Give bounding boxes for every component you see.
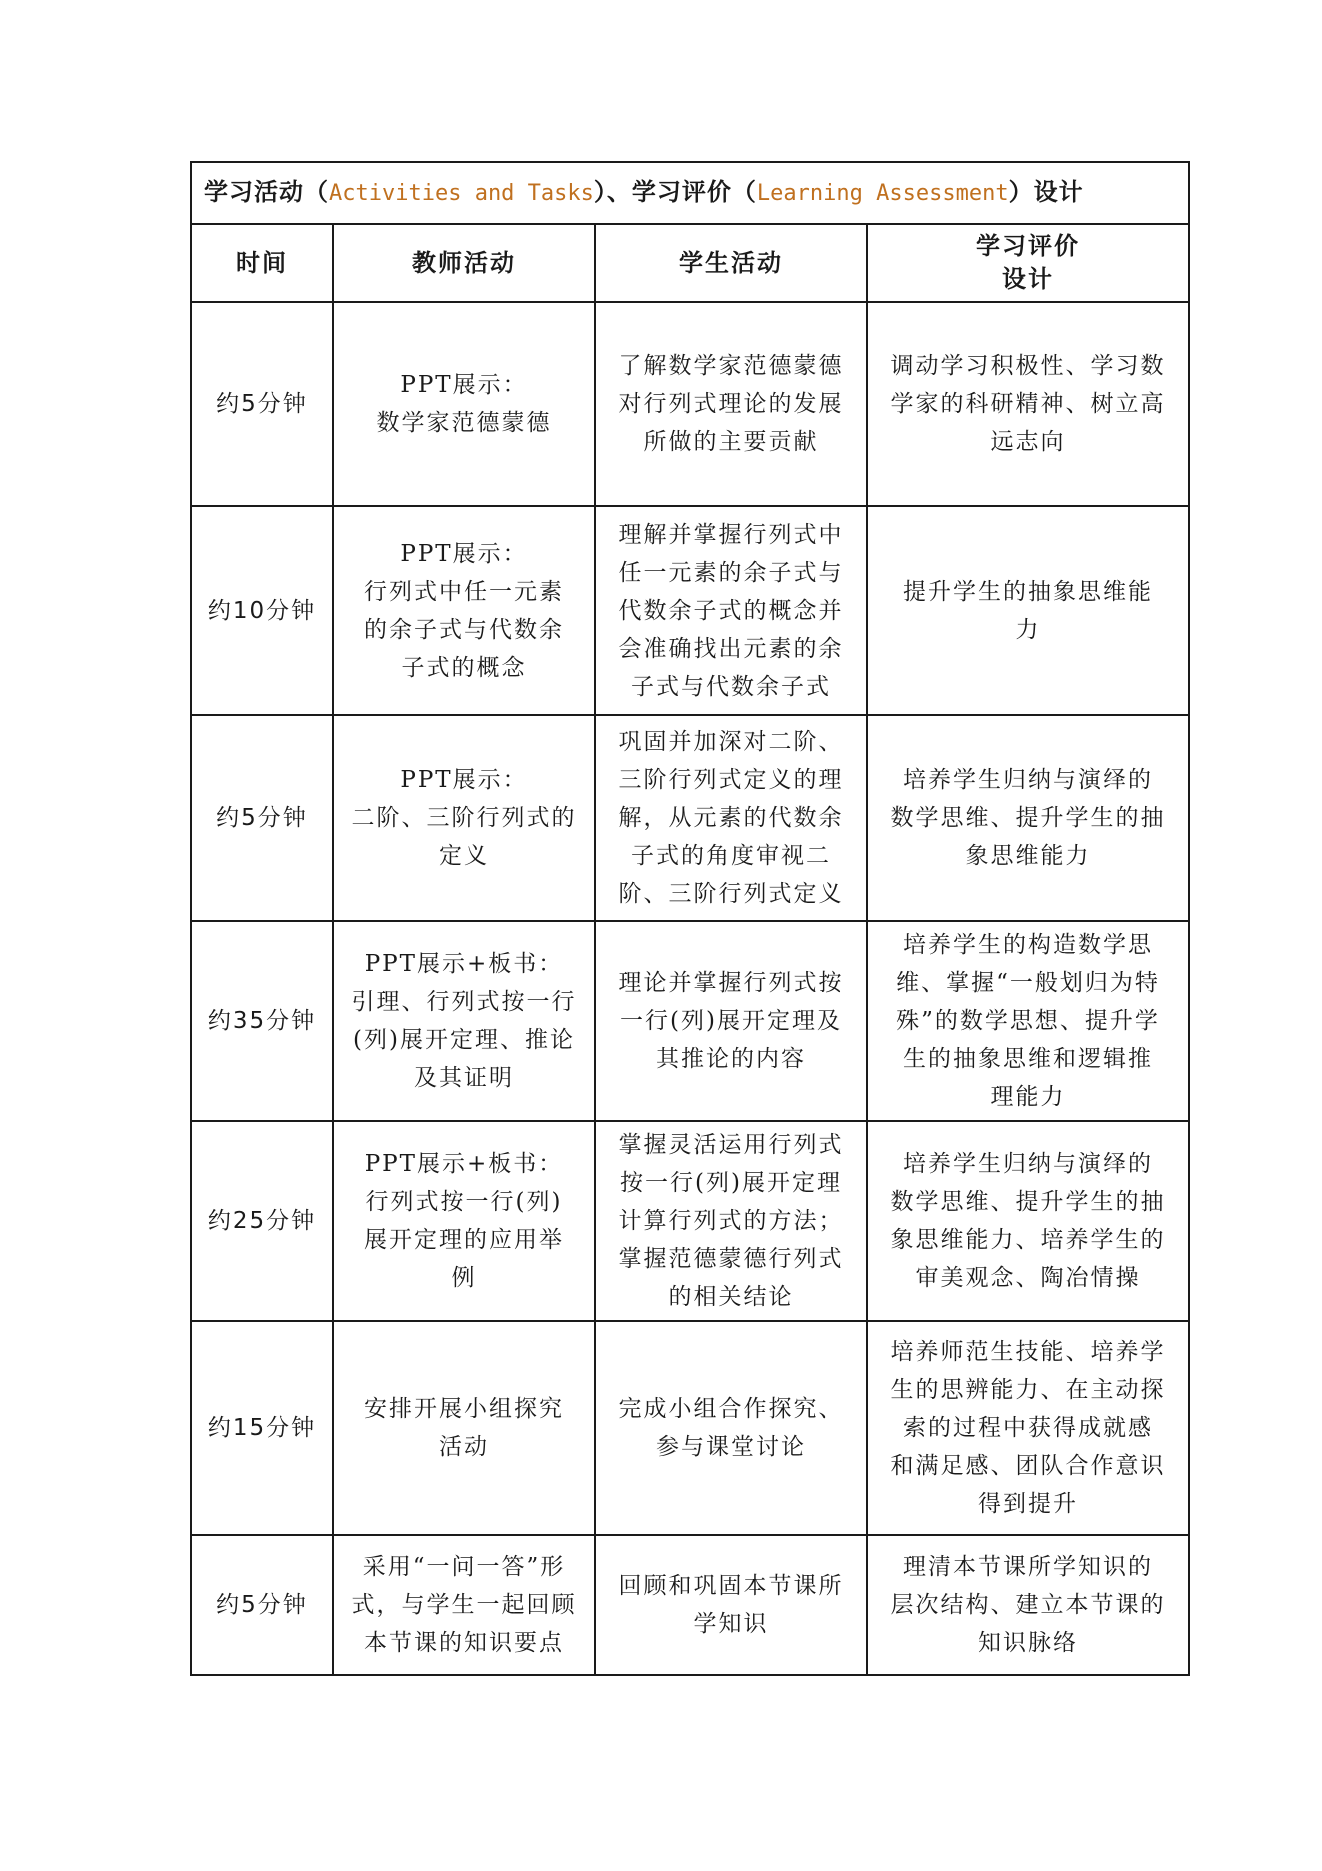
assessment-cell: 理清本节课所学知识的 层次结构、建立本节课的 知识脉络 <box>867 1535 1189 1675</box>
assessment-cell: 提升学生的抽象思维能 力 <box>867 506 1189 715</box>
teacher-activity-cell: 安排开展小组探究 活动 <box>333 1321 595 1535</box>
table-title-row <box>191 162 1189 224</box>
time-cell: 约5分钟 <box>191 715 333 921</box>
assessment-cell: 培养学生归纳与演绎的 数学思维、提升学生的抽 象思维能力 <box>867 715 1189 921</box>
header-time: 时间 <box>191 224 333 302</box>
table-row <box>191 302 1189 506</box>
table-row <box>191 1121 1189 1321</box>
student-activity-cell: 了解数学家范德蒙德 对行列式理论的发展 所做的主要贡献 <box>595 302 867 506</box>
header-assessment: 学习评价 设计 <box>867 224 1189 302</box>
time-cell: 约5分钟 <box>191 1535 333 1675</box>
student-activity-cell: 巩固并加深对二阶、 三阶行列式定义的理 解，从元素的代数余 子式的角度审视二 阶、三阶行列式定义 <box>595 715 867 921</box>
time-cell: 约5分钟 <box>191 302 333 506</box>
teacher-activity-cell: PPT展示： 二阶、三阶行列式的 定义 <box>333 715 595 921</box>
title-en-activities: Activities and Tasks <box>329 181 594 206</box>
student-activity-cell: 回顾和巩固本节课所 学知识 <box>595 1535 867 1675</box>
table-row <box>191 506 1189 715</box>
assessment-cell: 培养学生的构造数学思 维、掌握“一般划归为特 殊”的数学思想、提升学 生的抽象思维和逻辑推 理能力 <box>867 921 1189 1121</box>
time-cell: 约15分钟 <box>191 1321 333 1535</box>
title-part2: ）、学习评价（ <box>593 178 757 206</box>
student-activity-cell: 完成小组合作探究、 参与课堂讨论 <box>595 1321 867 1535</box>
table-row <box>191 715 1189 921</box>
student-activity-cell: 掌握灵活运用行列式 按一行(列)展开定理 计算行列式的方法； 掌握范德蒙德行列式 的相关结论 <box>595 1121 867 1321</box>
assessment-cell: 调动学习积极性、学习数 学家的科研精神、树立高 远志向 <box>867 302 1189 506</box>
student-activity-cell: 理解并掌握行列式中 任一元素的余子式与 代数余子式的概念并 会准确找出元素的余 子式与代数余子式 <box>595 506 867 715</box>
time-cell: 约35分钟 <box>191 921 333 1121</box>
title-part3: ）设计 <box>1008 178 1084 206</box>
teacher-activity-cell: PPT展示+板书： 行列式按一行(列) 展开定理的应用举 例 <box>333 1121 595 1321</box>
title-part1: 学习活动（ <box>204 178 329 206</box>
table-row <box>191 1321 1189 1535</box>
student-activity-cell: 理论并掌握行列式按 一行(列)展开定理及 其推论的内容 <box>595 921 867 1121</box>
title-en-assessment: Learning Assessment <box>756 181 1009 206</box>
table-title <box>191 162 1189 224</box>
activity-assessment-table <box>190 161 1190 1676</box>
header-teacher-activity: 教师活动 <box>333 224 595 302</box>
assessment-cell: 培养师范生技能、培养学 生的思辨能力、在主动探 索的过程中获得成就感 和满足感、团队合作意识 得到提升 <box>867 1321 1189 1535</box>
header-student-activity: 学生活动 <box>595 224 867 302</box>
teacher-activity-cell: PPT展示： 行列式中任一元素 的余子式与代数余 子式的概念 <box>333 506 595 715</box>
time-cell: 约25分钟 <box>191 1121 333 1321</box>
teacher-activity-cell: PPT展示+板书： 引理、行列式按一行 (列)展开定理、推论 及其证明 <box>333 921 595 1121</box>
assessment-cell: 培养学生归纳与演绎的 数学思维、提升学生的抽 象思维能力、培养学生的 审美观念、陶冶情操 <box>867 1121 1189 1321</box>
teacher-activity-cell: PPT展示： 数学家范德蒙德 <box>333 302 595 506</box>
table-row <box>191 921 1189 1121</box>
time-cell: 约10分钟 <box>191 506 333 715</box>
teacher-activity-cell: 采用“一问一答”形 式，与学生一起回顾 本节课的知识要点 <box>333 1535 595 1675</box>
table-row <box>191 1535 1189 1675</box>
header-row <box>191 224 1189 302</box>
